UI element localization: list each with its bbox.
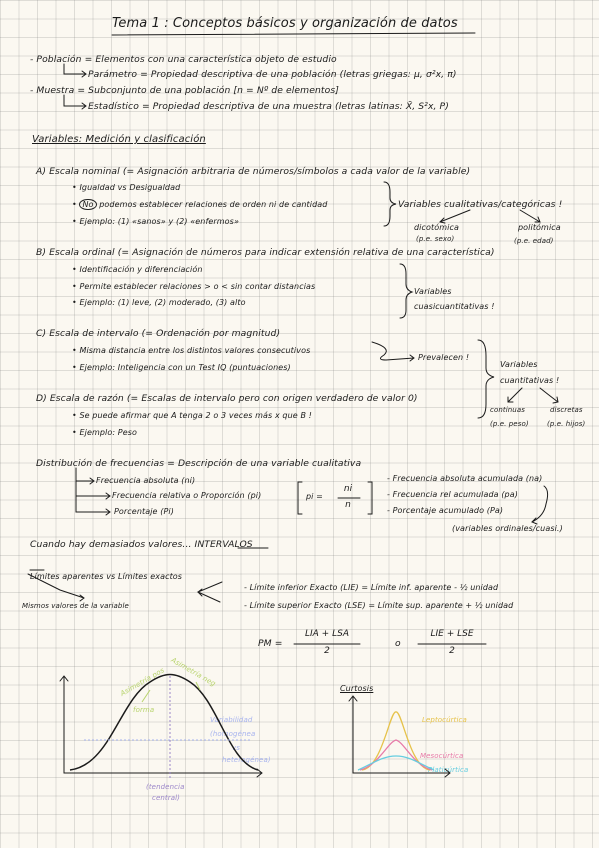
intervalo-bullet-2: • Ejemplo: Inteligencia con un Test IQ (puntuaciones) xyxy=(72,363,291,372)
cuantitativas-label-2: cuantitativas ! xyxy=(500,376,560,385)
leptocurtica-label: Leptocúrtica xyxy=(422,716,467,724)
razon-heading: D) Escala de razón (= Escalas de intervalo pero con origen verdadero de valor 0) xyxy=(36,393,418,404)
curtosis-y-axis xyxy=(349,696,450,777)
asimetria-negativa-label: Asimetría neg xyxy=(169,656,217,689)
cuantitativas-label-1: Variables xyxy=(500,360,538,369)
estadistico-definition: Estadístico = Propiedad descriptiva de una muestra (letras latinas: X̄, S²x, P) xyxy=(88,101,449,112)
formula-pi-lhs: pi = xyxy=(306,492,323,501)
central-label: central) xyxy=(152,794,180,802)
ordinal-brace xyxy=(400,264,412,318)
continuas-label: continuas xyxy=(490,406,525,414)
dicotomica-example: (p.e. sexo) xyxy=(416,235,455,243)
page-title: Tema 1 : Conceptos básicos y organización de datos xyxy=(112,16,458,31)
intervalo-bullet-1: • Misma distancia entre los distintos valores consecutivos xyxy=(72,346,311,355)
nominal-heading: A) Escala nominal (= Asignación arbitraria de números/símbolos a cada valor de la variable) xyxy=(36,166,471,177)
ordinal-bullet-1: • Identificación y diferenciación xyxy=(72,265,203,274)
pm-denominator-1: 2 xyxy=(324,646,330,656)
forma-arrow-icon xyxy=(142,690,150,702)
discretas-label: discretas xyxy=(550,406,583,414)
pm-numerator-2: LIE + LSE xyxy=(430,629,474,639)
variables-heading: Variables: Medición y clasificación xyxy=(32,134,206,145)
nominal-bullet-1: • Igualdad vs Desigualdad xyxy=(72,183,181,192)
porcentaje: Porcentaje (Pi) xyxy=(114,507,174,516)
tendencia-label: (tendencia xyxy=(146,783,185,791)
limites-comparison: Límites aparentes vs Límites exactos xyxy=(30,572,183,581)
acumulada-brace xyxy=(532,486,548,524)
dicotomica-label: dicotómica xyxy=(414,223,459,232)
discretas-example: (p.e. hijos) xyxy=(547,420,586,428)
discretas-arrow-icon xyxy=(540,388,558,403)
pm-lhs: PM = xyxy=(258,638,283,649)
politomica-arrow-icon xyxy=(520,210,540,222)
asimetria-positiva-label: Asimetría pos xyxy=(119,666,166,698)
frecuencia-absoluta: Frecuencia absoluta (ni) xyxy=(96,476,196,485)
continuas-example: (p.e. peso) xyxy=(490,420,529,428)
formula-pi-numerator: ni xyxy=(343,484,353,494)
pm-numerator-1: LIA + LSA xyxy=(305,629,349,639)
limites-right-arrow-icon xyxy=(198,582,222,602)
homogenea-label: (homogénea xyxy=(210,730,256,738)
ordinal-bullet-3: • Ejemplo: (1) leve, (2) moderado, (3) alto xyxy=(72,298,246,307)
muestra-definition: - Muestra = Subconjunto de una población [n = Nº de elementos] xyxy=(30,85,339,96)
lie-definition: - Límite inferior Exacto (LIE) = Límite inf. aparente - ½ unidad xyxy=(244,583,499,592)
variables-ordinales-note: (variables ordinales/cuasi.) xyxy=(452,524,563,533)
forma-label: forma xyxy=(133,706,155,714)
estadistico-arrow-icon xyxy=(64,95,86,109)
nominal-bullet-2: • No podemos establecer relaciones de orden ni de cantidad xyxy=(72,200,328,209)
curtosis-title: Curtosis xyxy=(340,684,374,693)
pm-denominator-2: 2 xyxy=(449,646,455,656)
heterogenea-label: heterogénea) xyxy=(222,756,271,764)
dicotomica-arrow-icon xyxy=(440,210,470,223)
razon-bullet-2: • Ejemplo: Peso xyxy=(72,428,137,437)
frecuencia-relativa-acumulada: - Frecuencia rel acumulada (pa) xyxy=(387,490,518,499)
parametro-arrow-icon xyxy=(64,64,86,77)
politomica-example: (p.e. edad) xyxy=(514,237,554,245)
frecuencia-absoluta-acumulada: - Frecuencia absoluta acumulada (na) xyxy=(387,474,543,483)
title-underline xyxy=(112,33,475,35)
cuasicuantitativas-label-1: Variables xyxy=(414,287,452,296)
leptocurtica-curve xyxy=(362,712,430,770)
platicurtica-label: Platicúrtica xyxy=(428,766,469,774)
continuas-arrow-icon xyxy=(508,388,522,402)
intervalo-heading: C) Escala de intervalo (= Ordenación por magnitud) xyxy=(36,328,281,339)
mesocurtica-label: Mesocúrtica xyxy=(420,752,464,760)
poblacion-definition: - Población = Elementos con una característica objeto de estudio xyxy=(30,54,337,65)
formula-pi-denominator: n xyxy=(345,500,351,510)
vs-label: vs xyxy=(232,744,240,752)
lse-definition: - Límite superior Exacto (LSE) = Límite sup. aparente + ½ unidad xyxy=(244,601,514,610)
intervalos-heading: Cuando hay demasiados valores... INTERVALOS xyxy=(30,539,253,550)
nominal-brace xyxy=(384,182,396,226)
variabilidad-label: Variabilidad xyxy=(210,716,253,724)
ordinal-heading: B) Escala ordinal (= Asignación de números para indicar extensión relativa de una característica) xyxy=(36,247,495,258)
mismos-valores-label: Mismos valores de la variable xyxy=(22,602,129,610)
pm-or: o xyxy=(395,638,401,649)
cuasicuantitativas-label-2: cuasicuantitativas ! xyxy=(414,302,495,311)
politomica-label: politómica xyxy=(518,223,561,232)
no-circled: No xyxy=(79,199,96,210)
prevalecen-label: Prevalecen ! xyxy=(418,353,470,362)
porcentaje-acumulado: - Porcentaje acumulado (Pa) xyxy=(387,506,504,515)
prevalecen-arrow-icon xyxy=(372,342,414,361)
nominal-bullet-2-text: podemos establecer relaciones de orden ni de cantidad xyxy=(99,200,328,209)
frecuencia-relativa: Frecuencia relativa o Proporción (pi) xyxy=(112,491,262,500)
ordinal-bullet-2: • Permite establecer relaciones > o < sin contar distancias xyxy=(72,282,316,291)
frecuencias-heading: Distribución de frecuencias = Descripción de una variable cualitativa xyxy=(36,458,362,469)
nominal-bullet-3: • Ejemplo: (1) «sanos» y (2) «enfermos» xyxy=(72,217,239,226)
razon-bullet-1: • Se puede afirmar que A tenga 2 o 3 veces más x que B ! xyxy=(72,411,312,420)
parametro-definition: Parámetro = Propiedad descriptiva de una población (letras griegas: μ, σ²x, π) xyxy=(88,69,457,80)
cualitativas-label: Variables cualitativas/categóricas ! xyxy=(398,199,563,210)
